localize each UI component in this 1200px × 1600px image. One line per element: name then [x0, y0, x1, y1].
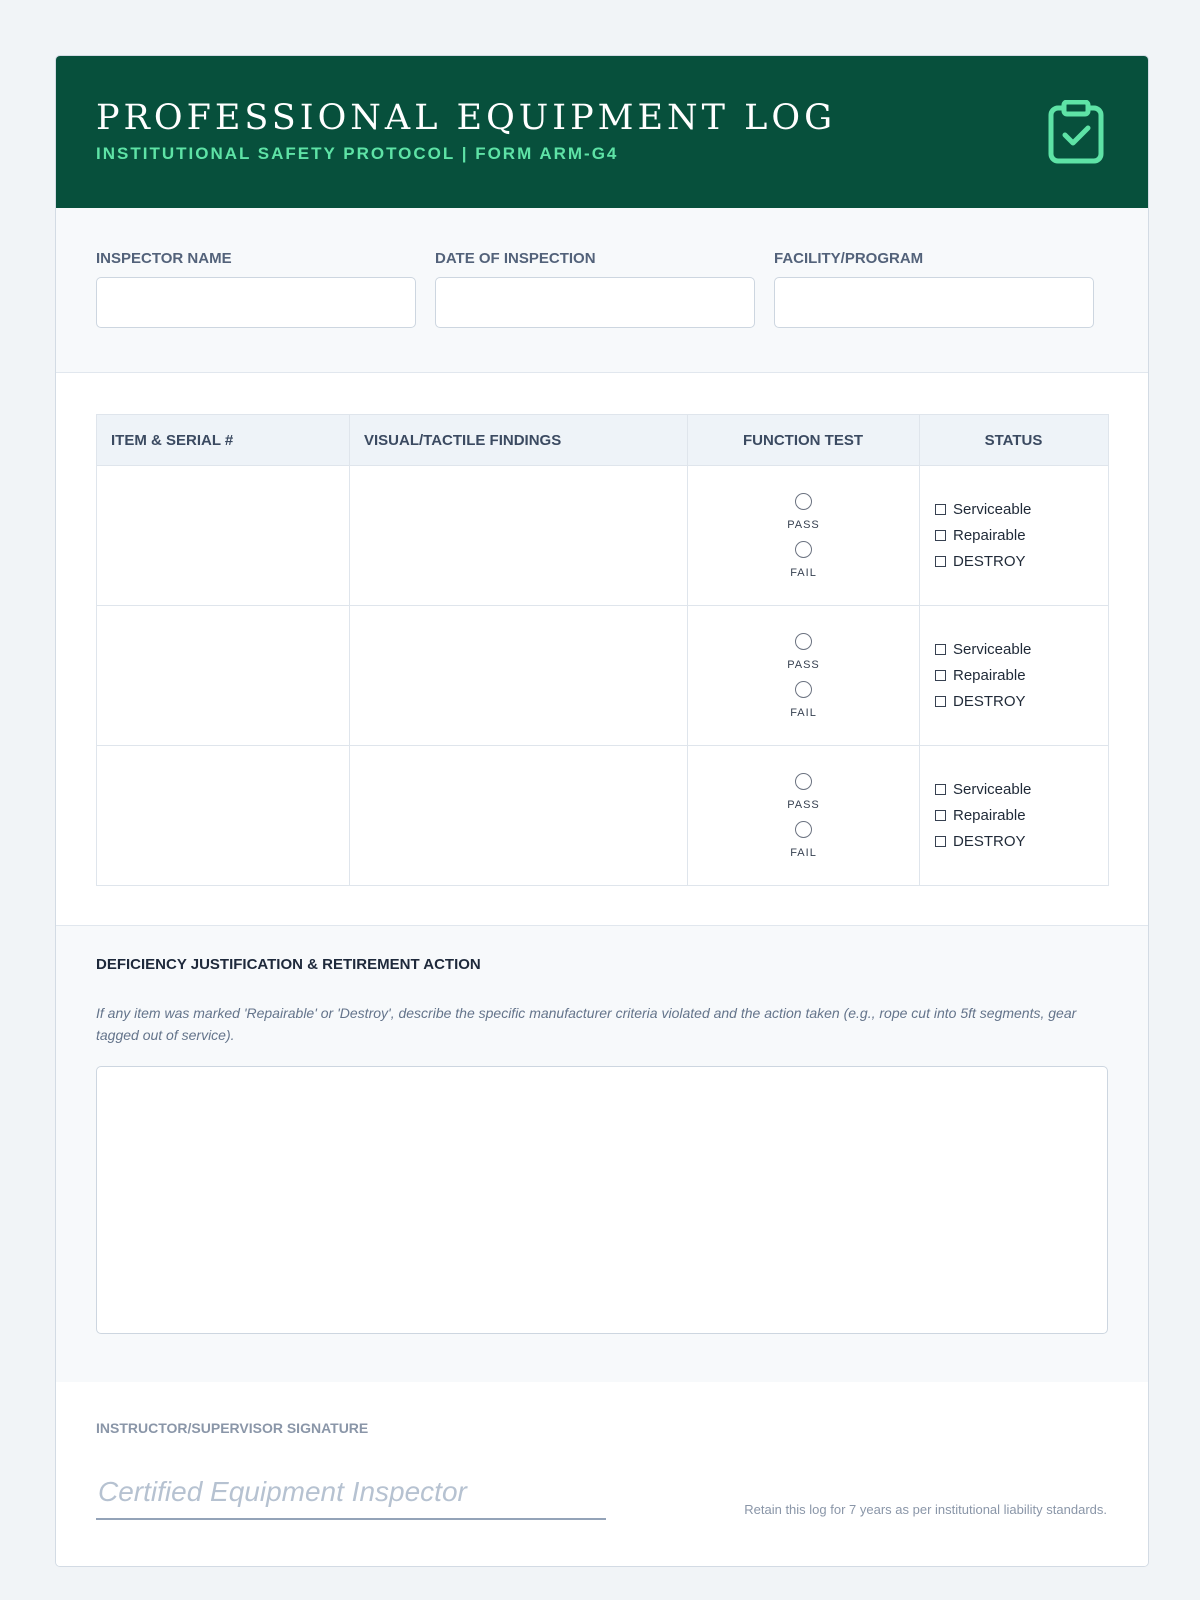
- inspector-name-label: INSPECTOR NAME: [96, 250, 232, 267]
- pass-label: PASS: [787, 518, 820, 531]
- fail-label: FAIL: [790, 706, 817, 719]
- status-option-repairable[interactable]: [935, 523, 1107, 549]
- column-header-status: STATUS: [920, 415, 1109, 466]
- fail-radio[interactable]: [795, 821, 812, 838]
- checkbox[interactable]: [935, 696, 946, 707]
- column-header-findings: VISUAL/TACTILE FINDINGS: [350, 415, 688, 466]
- findings-cell[interactable]: [350, 606, 688, 746]
- table-header-row: [97, 415, 1109, 466]
- status-option-label: Repairable: [953, 807, 1026, 824]
- facility-program-field-group: [774, 250, 1094, 328]
- pass-label: PASS: [787, 798, 820, 811]
- justification-heading: DEFICIENCY JUSTIFICATION & RETIREMENT ACTION: [96, 956, 481, 973]
- checkbox[interactable]: [935, 556, 946, 567]
- form-subtitle: INSTITUTIONAL SAFETY PROTOCOL | FORM ARM-G4: [96, 144, 619, 163]
- inspection-date-input[interactable]: [435, 277, 755, 328]
- pass-label: PASS: [787, 658, 820, 671]
- form-header: [56, 56, 1148, 208]
- findings-cell[interactable]: [350, 746, 688, 886]
- form-title: PROFESSIONAL EQUIPMENT LOG: [96, 98, 837, 138]
- status-cell: [920, 606, 1109, 746]
- status-option-serviceable[interactable]: [935, 777, 1107, 803]
- item-serial-cell[interactable]: [97, 466, 350, 606]
- fail-label: FAIL: [790, 846, 817, 859]
- pass-radio[interactable]: [795, 493, 812, 510]
- item-serial-cell[interactable]: [97, 606, 350, 746]
- table-row: [97, 606, 1109, 746]
- column-header-item: ITEM & SERIAL #: [97, 415, 350, 466]
- pass-radio[interactable]: [795, 633, 812, 650]
- status-option-repairable[interactable]: [935, 663, 1107, 689]
- clipboard-check-icon: [1048, 100, 1104, 164]
- function-test-cell: [688, 606, 920, 746]
- status-option-destroy[interactable]: [935, 689, 1107, 715]
- table-row: [97, 746, 1109, 886]
- status-option-destroy[interactable]: [935, 829, 1107, 855]
- facility-program-input[interactable]: [774, 277, 1094, 328]
- inspection-date-label: DATE OF INSPECTION: [435, 250, 596, 267]
- status-option-serviceable[interactable]: [935, 497, 1107, 523]
- status-cell: [920, 746, 1109, 886]
- checkbox[interactable]: [935, 670, 946, 681]
- justification-instructions: If any item was marked 'Repairable' or 'Destroy', describe the specific manufacturer criteria violated and the action taken (e.g., rope cut into 5ft segments, gear tagged out of service).: [96, 1005, 1077, 1043]
- status-option-serviceable[interactable]: [935, 637, 1107, 663]
- equipment-log-form: [55, 55, 1149, 1567]
- fail-radio[interactable]: [795, 541, 812, 558]
- table-row: [97, 466, 1109, 606]
- status-option-label: Serviceable: [953, 641, 1032, 658]
- status-option-label: Repairable: [953, 527, 1026, 544]
- status-option-destroy[interactable]: [935, 549, 1107, 575]
- pass-radio[interactable]: [795, 773, 812, 790]
- fail-radio[interactable]: [795, 681, 812, 698]
- status-option-label: Serviceable: [953, 501, 1032, 518]
- checkbox[interactable]: [935, 530, 946, 541]
- facility-program-label: FACILITY/PROGRAM: [774, 250, 924, 267]
- checkbox[interactable]: [935, 504, 946, 515]
- inspector-name-input[interactable]: [96, 277, 416, 328]
- status-option-label: DESTROY: [953, 693, 1026, 710]
- column-header-function-test: FUNCTION TEST: [688, 415, 920, 466]
- inspector-name-field-group: [96, 250, 416, 328]
- checkbox[interactable]: [935, 836, 946, 847]
- equipment-table-section: [56, 373, 1148, 926]
- signature-placeholder: Certified Equipment Inspector: [98, 1476, 467, 1507]
- status-option-label: Serviceable: [953, 781, 1032, 798]
- function-test-cell: [688, 746, 920, 886]
- checkbox[interactable]: [935, 810, 946, 821]
- signature-section: [56, 1382, 1148, 1567]
- status-option-label: DESTROY: [953, 553, 1026, 570]
- signature-field[interactable]: [96, 1462, 606, 1520]
- inspection-date-field-group: [435, 250, 755, 328]
- status-option-repairable[interactable]: [935, 803, 1107, 829]
- inspection-info-section: [56, 208, 1148, 373]
- fail-label: FAIL: [790, 566, 817, 579]
- findings-cell[interactable]: [350, 466, 688, 606]
- status-cell: [920, 466, 1109, 606]
- status-option-label: DESTROY: [953, 833, 1026, 850]
- justification-textarea[interactable]: [96, 1066, 1108, 1334]
- item-serial-cell[interactable]: [97, 746, 350, 886]
- retention-note: Retain this log for 7 years as per institutional liability standards.: [744, 1502, 1107, 1517]
- deficiency-justification-section: [56, 926, 1148, 1382]
- signature-label: INSTRUCTOR/SUPERVISOR SIGNATURE: [96, 1420, 369, 1436]
- status-option-label: Repairable: [953, 667, 1026, 684]
- checkbox[interactable]: [935, 644, 946, 655]
- function-test-cell: [688, 466, 920, 606]
- checkbox[interactable]: [935, 784, 946, 795]
- equipment-table: [96, 414, 1109, 886]
